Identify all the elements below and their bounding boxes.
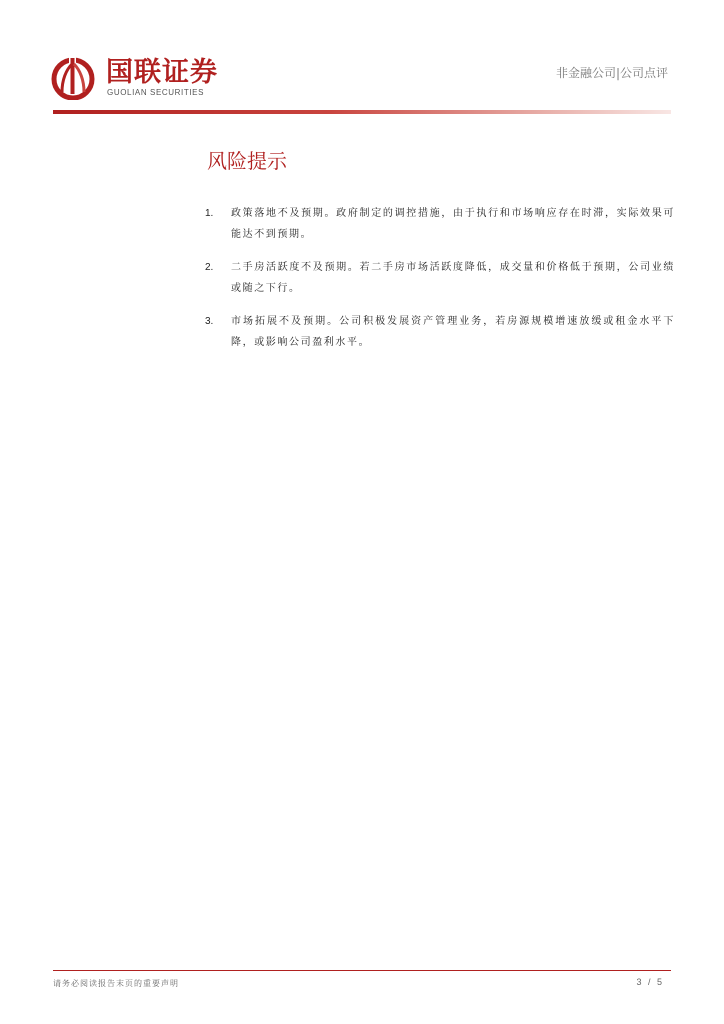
risk-item-text: 市场拓展不及预期。公司积极发展资产管理业务，若房源规模增速放缓或租金水平下降，或影响公司盈利水平。	[231, 316, 675, 348]
footer-divider	[53, 970, 671, 971]
risk-item	[205, 203, 675, 245]
risk-item-text: 政策落地不及预期。政府制定的调控措施，由于执行和市场响应存在时滞，实际效果可能达不到预期。	[231, 208, 675, 240]
page-number: 3 / 5	[636, 977, 664, 987]
risk-item	[205, 257, 675, 299]
report-type-label: 非金融公司|公司点评	[555, 66, 668, 80]
risk-item	[205, 311, 675, 353]
risk-list	[205, 203, 675, 365]
guolian-logo-icon	[50, 54, 96, 100]
risk-item-text: 二手房活跃度不及预期。若二手房市场活跃度降低，成交量和价格低于预期，公司业绩或随之下行。	[231, 262, 675, 294]
section-title: 风险提示	[207, 149, 287, 173]
risk-item-number: 3.	[205, 316, 214, 327]
header-divider	[53, 110, 671, 114]
brand-name-english: GUOLIAN SECURITIES	[107, 88, 205, 97]
page-header	[0, 0, 724, 115]
footer-disclaimer-note: 请务必阅读报告末页的重要声明	[53, 979, 179, 988]
risk-item-number: 1.	[205, 208, 214, 219]
risk-item-number: 2.	[205, 262, 214, 273]
brand-name-chinese: 国联证券	[106, 57, 218, 88]
